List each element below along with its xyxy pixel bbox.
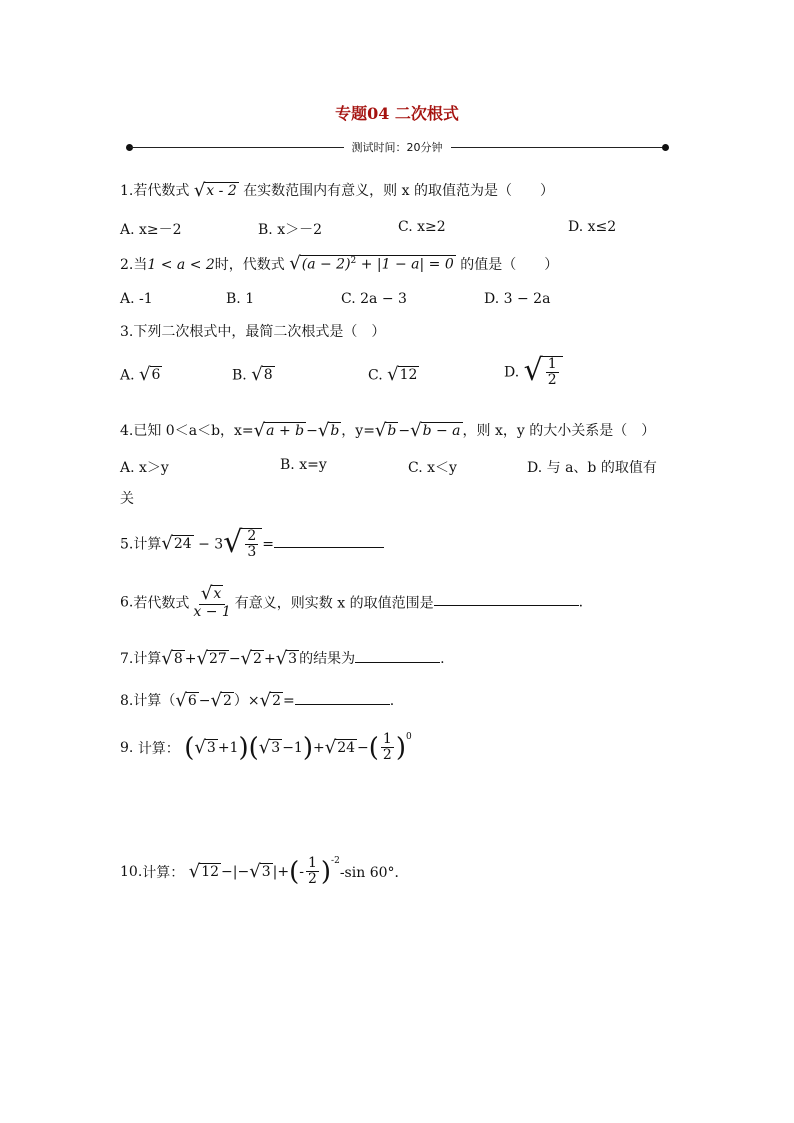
q1-option-c: C. x≥2 xyxy=(398,219,446,235)
answer-blank[interactable] xyxy=(295,704,390,705)
q4-option-c: C. x＜y xyxy=(408,460,457,476)
question-9: 9. 计算： ( √ 3 +1)( √ 3 −1)+ √ 24 −( $\frac{1}{2}$ )$^0$ xyxy=(120,731,412,764)
question-10: 10.计算： √ 12 −|− √ 3 |+(- $\frac{1}{2}$ )$^{-2}$-sin 60°． xyxy=(120,855,409,888)
q2-option-c: C. 2a − 3 xyxy=(341,291,407,307)
question-5: 5.计算 √ 24 − 3 √ $\frac{2}{3}$ = xyxy=(120,528,384,561)
question-6: 6.若代数式 √ x x − 1 有意义，则实数 x 的取值范围是 . xyxy=(120,583,584,620)
q2-option-b: B. 1 xyxy=(226,291,255,307)
question-4: 4.已知 0＜a＜b，x= √ a + b − √ b ，y= √ b − √ b − a ，则 x，y 的大小关系是（ ） xyxy=(120,419,656,441)
q4-option-a: A. x＞y xyxy=(120,460,169,476)
question-3: 3.下列二次根式中，最简二次根式是（ ） xyxy=(120,324,386,340)
q3-option-c: C. √ 12 xyxy=(368,364,418,385)
q3-option-a: A. √ 6 xyxy=(120,364,161,385)
q1-option-b: B. x＞－2 xyxy=(258,222,322,238)
q2-option-a: A. -1 xyxy=(120,291,153,307)
test-time: 测试时间：20分钟 xyxy=(0,139,794,155)
q3-option-b: B. √ 8 xyxy=(232,364,273,385)
q4-option-b: B. x=y xyxy=(280,457,327,473)
question-7: 7.计算 √ 8 + √ 27 − √ 2 + √ 3 的结果为 . xyxy=(120,647,445,669)
question-1: 1.若代数式 √ x - 2 在实数范围内有意义，则 x 的取值范为是（ ） xyxy=(120,179,554,201)
q2-option-d: D. 3 − 2a xyxy=(484,291,551,307)
answer-blank[interactable] xyxy=(355,662,440,663)
page-title: 专题04 二次根式 xyxy=(335,104,459,123)
q1-option-a: A. x≥－2 xyxy=(120,222,182,238)
q3-option-d: D. √ $\frac{1}{2}$ xyxy=(504,356,563,389)
radical: √ x - 2 xyxy=(193,179,237,201)
answer-blank[interactable] xyxy=(434,605,579,606)
q4-option-d-cont: 关 xyxy=(120,491,134,507)
answer-blank[interactable] xyxy=(274,547,384,548)
q1-option-d: D. x≤2 xyxy=(568,219,617,235)
q4-option-d: D. 与 a、b 的取值有 xyxy=(527,460,657,476)
question-2: 2.当1 < a < 2时，代数式 √ $(a - 2)^2 + |1 - a| = 0$ 的值是（ ） xyxy=(120,253,559,275)
radical: √ $(a - 2)^2 + |1 - a| = 0$ xyxy=(289,253,454,275)
question-8: 8.计算（ √ 6 − √ 2 ）× √ 2 = . xyxy=(120,689,395,711)
